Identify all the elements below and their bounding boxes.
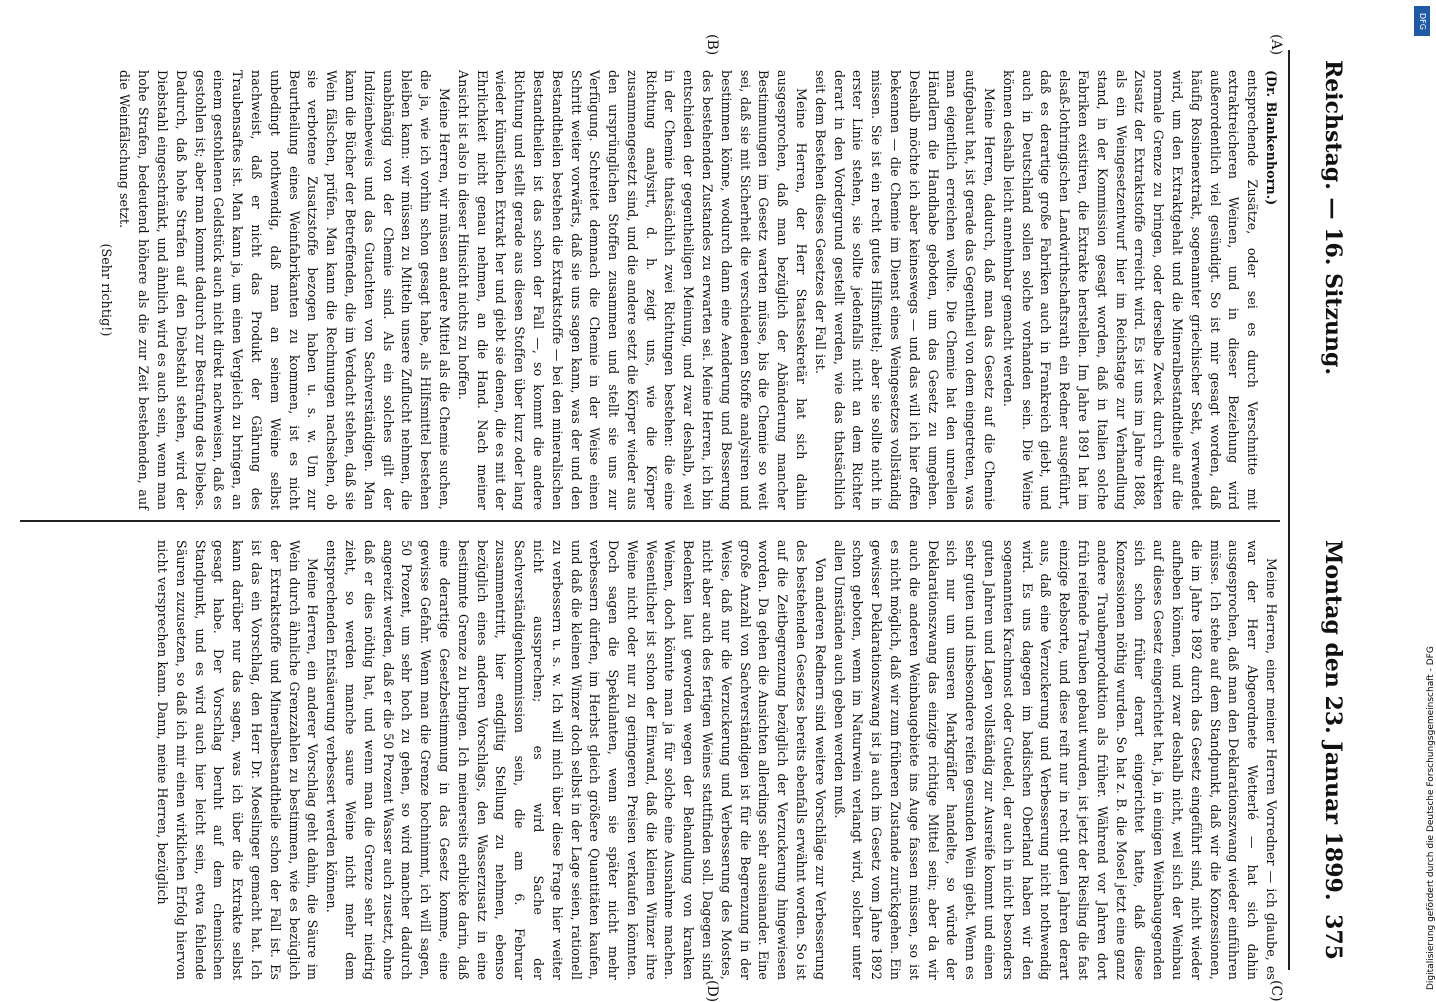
margin-marker-b: (B): [704, 34, 720, 56]
speaker-label: (Dr. Blankenhorn.): [1264, 70, 1279, 206]
paragraph: Meine Herren, einer meiner Herren Vorredner — ich glaube, es war der Herr Abgeordnete Wetterlé — hat sich dahin ausgesprochen, daß man den Deklarationszwang wieder einführen müsse. Ich stehe auf dem Standpunkt, daß wir die Konzessionen, die im Jahre 1892 durch das Gesetz eingeführt sind, nicht wieder aufheben können, und zwar deshalb nicht, weil sich der Weinbau auf dieses Gesetz eingerichtet hat, ja, in einigen Weinbaugegenden sich schon früher derart eingerichtet hatte, daß diese Konzessionen nöthig wurden. So hat z. B. die Mosel jetzt eine ganz andere Traubenproduktion als früher. Während vor Jahren dort früh reifende Trauben gebaut wurden, ist jetzt der Riesling die fast einzige Rebsorte, und diese reift nur in recht guten Jahren derart aus, daß eine Verzuckerung und Verbesserung nicht nothwendig wird. Es uns dagegen im badischen Oberland haben wir den sogenannten Krachmost oder Gutedel, der auch in nicht besonders guten Jahren und Lagen vollständig zur Ausreife kommt und einen sehr guten und insbesondere reifen gesunden Wein giebt. Wenn es sich nur um unseren Markgräfler handelte, so würde der Deklarationszwang das einzige richtige Mittel sein; aber da wir auch die anderen Weinbaugebiete ins Auge fassen müssen, so ist es nicht möglich, daß wir zum früheren Zustande zurückgehen. Ein gewisser Deklarationszwang ist ja auch im Gesetz vom Jahre 1892 schon geboten, wenn im Naturwein verlangt wird, solcher unter allen Umständen auch geben werden muß.: [831, 540, 1279, 980]
paragraph: entsprechende Zusätze, oder sei es durch Verschnitte mit extraktreicheren Weinen, und in dieser Beziehung wird außerordentlich viel gesündigt. So ist mir gesagt worden, daß häufig Rosinenextrakt, sogenannter griechischer Sekt, verwendet wird, um den Extraktgehalt und die Mineralbestandtheile auf die normale Grenze zu bringen, oder derselbe Zweck durch direkten Zusatz der Extraktstoffe erreicht wird. Es ist uns im Jahre 1888, als ein Weingesetzentwurf hier im Reichstage zur Verhandlung stand, in der Kommission gesagt worden, daß in Italien solche Fabriken existiren, die Extrakte herstellen. Im Jahre 1891 hat im elsaß-lothringischen Landwirthschaftsrath ein Redner ausgeführt, daß es derartige große Fabriken auch in Frankreich giebt, und auch in Deutschland sollen solche vorhanden sein. Die Weine können deshalb leicht annehmbar gemacht werden.: [1000, 70, 1261, 510]
left-column: [10, 70, 1280, 510]
paragraph: Meine Herren, wir müssen andere Mittel als die Chemie suchen, die ja, wie ich vorhin schon gesagt habe, als Hilfsmittel bestehen bleiben kann: wir müssen zu Mitteln unsere Zuflucht nehmen, die unabhängig von der Chemie sind. Als ein solches gilt der Indizienbeweis und das Gutachten von Sachverständigen. Man kann die Bücher der Betreffenden, die im Verdacht stehen, daß sie Wein fälschen, prüfen. Man kann die Rechnungen nachsehen, ob sie verbotene Zusatzstoffe bezogen haben u. s. w. Um zur Beurtheilung eines Weinfabrikanten zu kommen, ist es nicht unbedingt nothwendig, daß man an seinem Weine selbst nachweist, daß er nicht das Produkt der Gährung des Traubensaftes ist. Man kann ja, um einen Vergleich zu bringen, an einem gestohlenen Geldstück auch nicht direkt nachweisen, daß es gestohlen ist; aber man kommt dadurch zur Bestrafung des Diebes. Dadurch, daß hohe Strafen auf den Diebstahl stehen, wird der Diebstahl eingeschränkt, und ähnlich wird es auch sein, wenn man hohe Strafen, bedeutend höhere als die zur Zeit bestehenden, auf die Weinfälschung setzt.: [117, 70, 452, 510]
header-session: Reichstag. — 16. Sitzung.: [1320, 60, 1346, 376]
paragraph: Meine Herren, dadurch, daß man das Gesetz auf die Chemie aufgebaut hat, ist gerade das Gegentheil von dem eingetreten, was man eigentlich erreichen wollte. Die Chemie hat den unreellen Händlern die Handhabe geboten, um das Gesetz zu umgehen. Deshalb möchte ich aber keineswegs — und das will ich hier offen bekennen — die Chemie im Dienst eines Weingesetzes vollständig missen. Sie ist ein recht gutes Hilfsmittel; aber sie sollte nicht in erster Linie stehen, sie sollte jedenfalls nicht an dem Richter derart in den Vordergrund gestellt werden, wie das thatsächlich seit dem Bestehen dieses Gesetzes der Fall ist.: [812, 70, 998, 510]
digitization-credit: [1400, 0, 1434, 1000]
right-column: [10, 540, 1280, 980]
header-date: Montag den 23. Januar 1899.: [1320, 540, 1346, 901]
applause-note: (Sehr richtig!): [98, 243, 114, 337]
margin-marker-a: (A): [1268, 34, 1284, 56]
paragraph: Meine Herren, ein anderer Vorschlag geht dahin, die Säure im Wein durch ähnliche Grenzzahlen zu bestimmen, wie es bezüglich der Extraktstoffe und Mineralbestandtheile schon der Fall ist. Es ist das ein Vorschlag, den Herr Dr. Moeslinger gemacht hat. Ich kann darüber nur das sagen, was ich über die Extrakte selbst gesagt habe. Der Vorschlag beruht auf dem chemischen Standpunkt, und es wird auch hier leicht sein, etwa fehlende Säuren zuzusetzen, so daß ich mir einen wirklichen Erfolg hiervon nicht versprechen kann. Dann, meine Herren, bezüglich: [154, 540, 321, 980]
header-rule: [1288, 50, 1290, 970]
margin-marker-c: (C): [1268, 980, 1284, 1002]
page-header: [1304, 0, 1360, 1000]
dfg-logo: DFG: [1414, 6, 1430, 36]
credit-text: Digitalisierung gefördert durch die Deutsche Forschungsgemeinschaft - DFG: [1426, 646, 1436, 990]
paragraph: Meine Herren, der Herr Staatssekretär hat sich dahin ausgesprochen, daß man bezüglich der Abänderung mancher Bestimmungen im Gesetz warten müsse, bis die Chemie so weit sei, daß sie mit Sicherheit die verschiedenen Stoffe analysiren und bestimmen könne, wodurch dann eine Aenderung und Besserung des bestehenden Zustandes zu erwarten sei. Meine Herren, ich bin entschieden der gegentheiligen Meinung, und zwar deshalb, weil in der Chemie thatsächlich zwei Richtungen bestehen: die eine Richtung analysirt, d. h. zeigt uns, wie die Körper zusammengesetzt sind, und die andere setzt die Körper wieder aus den ursprünglichen Stoffen zusammen und stellt sie uns zur Verfügung. Schreitet demnach die Chemie in der Weise einen Schritt weiter vorwärts, daß sie uns sagen kann, was der und den Bestandtheilen bestehen die Extraktstoffe — bei den mineralischen Bestandtheilen ist das schon der Fall —, so kommt die andere Richtung und stellt gerade aus diesen Stoffen über kurz oder lang wieder künstlichen Extrakt her und giebt sie denen, die es mit der Ehrlichkeit nicht genau nehmen, an die Hand. Nach meiner Ansicht ist also in dieser Hinsicht nichts zu hoffen.: [455, 70, 810, 510]
paragraph: Von anderen Rednern sind weitere Vorschläge zur Verbesserung des bestehenden Gesetzes bereits ebenfalls erwähnt worden. So ist auf die Zeitbegrenzung bezüglich der Verzuckerung hingewiesen worden. Da gehen die Ansichten allerdings sehr auseinander. Eine große Anzahl von Sachverständigen ist für die Begrenzung in der Weise, daß nur die Verzuckerung und Verbesserung des Mostes, nicht aber auch des fertigen Weines stattfinden soll. Dagegen sind Bedenken laut geworden wegen der Behandlung von kranken Weinen, doch könnte man ja für solche eine Ausnahme machen. Wesentlicher ist schon der Einwand, daß die kleinen Winzer ihre Weine nicht oder nur zu geringeren Preisen verkaufen könnten. Doch sagen die Spekulanten, wenn sie später nicht mehr verbessern dürfen, im Herbst gleich größere Quantitäten kaufen, und daß die kleinen Winzer doch selbst in der Lage seien, rationell zu verbessern u. s. w. Ich will mich über diese Frage hier weiter nicht aussprechen; es wird Sache der Sachverständigenkommission sein, die am 6. Februar zusammentritt, hier endgiltig Stellung zu nehmen, ebenso bezüglich eines anderen Vorschlags, den Wasserzusatz in eine bestimmte Grenze zu bringen. Ich meinerseits erblicke darin, daß eine derartige Gesetzbestimmung in das Gesetz komme, eine gewisse Gefahr. Wenn man die Grenze hochnimmt, ich will sagen, 50 Prozent, um sehr hoch zu gehen, so wird mancher dadurch angereizt werden, daß er die 50 Prozent Wasser auch zusetzt, ohne daß er dies nöthig hat, und wenn man die Grenze sehr niedrig zieht, so werden manche saure Weine nicht mehr dem entsprechenden Entsäuerung verbessert werden können.: [324, 540, 828, 980]
margin-marker-d: (D): [704, 980, 720, 1002]
column-divider: [20, 520, 1280, 522]
page-number: 375: [1320, 914, 1346, 960]
